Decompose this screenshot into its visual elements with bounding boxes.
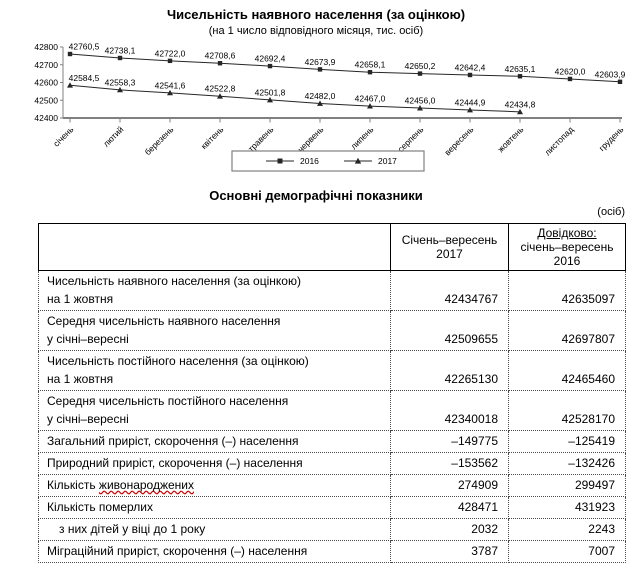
x-axis-month-label: листопад — [542, 124, 576, 158]
value-2017: 428471 — [391, 497, 509, 519]
row-label-line2: у січні–вересні — [47, 332, 129, 346]
x-axis-month-label: квітень — [198, 124, 226, 152]
row-label-line1: Середня чисельність наявного населення — [47, 314, 281, 328]
row-label-line2: на 1 жовтня — [47, 292, 114, 306]
table-row — [39, 311, 626, 351]
marker-square-2016 — [418, 71, 422, 75]
y-axis-label: 42800 — [34, 42, 58, 52]
table-row — [39, 431, 626, 453]
series-line-2017 — [70, 85, 520, 112]
data-label: 42501,8 — [254, 87, 286, 98]
data-label: 42467,0 — [354, 93, 386, 104]
row-label-line2: на 1 жовтня — [47, 372, 114, 386]
row-label-line1: Середня чисельність постійного населення — [47, 394, 289, 408]
header-2016-column — [509, 224, 626, 271]
data-label: 42444,9 — [454, 97, 486, 108]
misspelled-word: живонароджених — [98, 478, 194, 492]
value-2017: 42509655 — [391, 311, 509, 351]
value-2016: 42697807 — [509, 311, 626, 351]
row-label-text: Кількість — [47, 478, 99, 492]
data-label: 42541,6 — [154, 80, 186, 91]
value-2017: 42265130 — [391, 351, 509, 391]
marker-square-2016 — [68, 52, 72, 56]
y-axis-label: 42600 — [34, 77, 58, 88]
table-row — [39, 497, 626, 519]
header-2017-line1: Січень–вересень — [401, 233, 498, 247]
row-label — [39, 311, 391, 351]
chart-subtitle: (на 1 число відповідного місяця, тис. осіб) — [208, 25, 424, 37]
header-2017-line2: 2017 — [436, 247, 463, 261]
table-header-row — [39, 224, 626, 271]
header-2017-column — [391, 224, 509, 271]
table-row — [39, 475, 626, 497]
data-label: 42603,9 — [594, 69, 626, 80]
data-label: 42642,4 — [454, 62, 486, 73]
x-axis-month-label: грудень — [596, 124, 626, 153]
marker-square-2016 — [268, 64, 272, 68]
table-row — [39, 453, 626, 475]
header-2016-line2: січень–вересень — [520, 240, 614, 254]
value-2016: 299497 — [509, 475, 626, 497]
value-2016: –132426 — [509, 453, 626, 475]
marker-square-2016 — [118, 56, 122, 60]
table-row — [39, 391, 626, 431]
marker-square-2016 — [618, 80, 622, 84]
x-axis-month-label: вересень — [442, 124, 476, 158]
series-line-2016 — [70, 54, 620, 82]
data-label: 42522,8 — [204, 83, 236, 94]
data-label: 42722,0 — [154, 48, 186, 59]
value-2017: 3787 — [391, 541, 509, 563]
data-label: 42635,1 — [504, 63, 536, 74]
row-label: з них дітей у віці до 1 року — [39, 519, 391, 541]
data-label: 42650,2 — [404, 61, 436, 72]
y-axis-label: 42500 — [34, 95, 58, 106]
row-label-line1: Чисельність наявного населення (за оцінкою) — [47, 274, 301, 288]
y-axis-label: 42700 — [34, 59, 58, 70]
x-axis-month-label: червень — [295, 124, 326, 155]
legend-label: 2016 — [300, 156, 319, 166]
row-label: Загальний приріст, скорочення (–) населення — [39, 431, 391, 453]
value-2017: 274909 — [391, 475, 509, 497]
demographics-table-body — [39, 271, 626, 563]
value-2016: 2243 — [509, 519, 626, 541]
marker-square-2016 — [318, 67, 322, 71]
value-2017: 2032 — [391, 519, 509, 541]
legend-marker-square — [278, 159, 283, 164]
population-line-chart — [0, 40, 632, 176]
marker-square-2016 — [368, 70, 372, 74]
row-label — [39, 351, 391, 391]
data-label: 42760,5 — [68, 41, 100, 52]
data-label: 42584,5 — [68, 72, 100, 83]
header-indicator-column — [39, 224, 391, 271]
value-2016: 42635097 — [509, 271, 626, 311]
value-2016: 42528170 — [509, 391, 626, 431]
x-axis-month-label: лютий — [100, 124, 126, 149]
header-2016-line1: Довідково: — [537, 226, 597, 240]
header-2016-line3: 2016 — [553, 254, 581, 268]
table-row — [39, 271, 626, 311]
data-label: 42434,8 — [504, 99, 536, 110]
data-label: 42738,1 — [104, 45, 136, 56]
value-2016: 42465460 — [509, 351, 626, 391]
table-heading: Основні демографічні показники — [209, 188, 423, 203]
data-label: 42482,0 — [304, 90, 336, 101]
chart-title: Чисельність наявного населення (за оцінкою) — [166, 7, 466, 22]
row-label: Природний приріст, скорочення (–) населення — [39, 453, 391, 475]
value-2017: –149775 — [391, 431, 509, 453]
value-2017: 42340018 — [391, 391, 509, 431]
value-2016: 431923 — [509, 497, 626, 519]
data-label: 42673,9 — [304, 56, 336, 67]
row-label — [39, 475, 391, 497]
value-2016: 7007 — [509, 541, 626, 563]
data-label: 42620,0 — [554, 66, 586, 77]
data-label: 42658,1 — [354, 59, 386, 70]
row-label-line2: у січні–вересні — [47, 412, 129, 426]
x-axis-month-label: березень — [142, 124, 176, 158]
x-axis-month-label: серпень — [395, 124, 426, 155]
marker-square-2016 — [168, 59, 172, 63]
x-axis-month-label: липень — [348, 124, 376, 152]
data-label: 42456,0 — [404, 95, 436, 106]
value-2017: –153562 — [391, 453, 509, 475]
data-label: 42708,6 — [204, 50, 236, 61]
marker-square-2016 — [218, 61, 222, 65]
data-label: 42692,4 — [254, 53, 286, 64]
value-2016: –125419 — [509, 431, 626, 453]
unit-note: (осіб) — [597, 206, 625, 218]
x-axis-month-label: травень — [245, 124, 276, 154]
data-label: 42558,3 — [104, 77, 136, 88]
marker-square-2016 — [518, 74, 522, 78]
table-row — [39, 519, 626, 541]
row-label: Кількість померлих — [39, 497, 391, 519]
row-label — [39, 271, 391, 311]
row-label-line1: Чисельність постійного населення (за оцінкою) — [47, 354, 309, 368]
marker-square-2016 — [468, 73, 472, 77]
value-2017: 42434767 — [391, 271, 509, 311]
x-axis-month-label: січень — [51, 124, 76, 149]
marker-square-2016 — [568, 77, 572, 81]
table-row — [39, 541, 626, 563]
x-axis-month-label: жовтень — [495, 124, 526, 155]
row-label — [39, 391, 391, 431]
demographics-table — [38, 223, 626, 563]
table-row — [39, 351, 626, 391]
legend-label: 2017 — [378, 156, 397, 166]
row-label: Міграційний приріст, скорочення (–) населення — [39, 541, 391, 563]
y-axis-label: 42400 — [34, 113, 58, 123]
